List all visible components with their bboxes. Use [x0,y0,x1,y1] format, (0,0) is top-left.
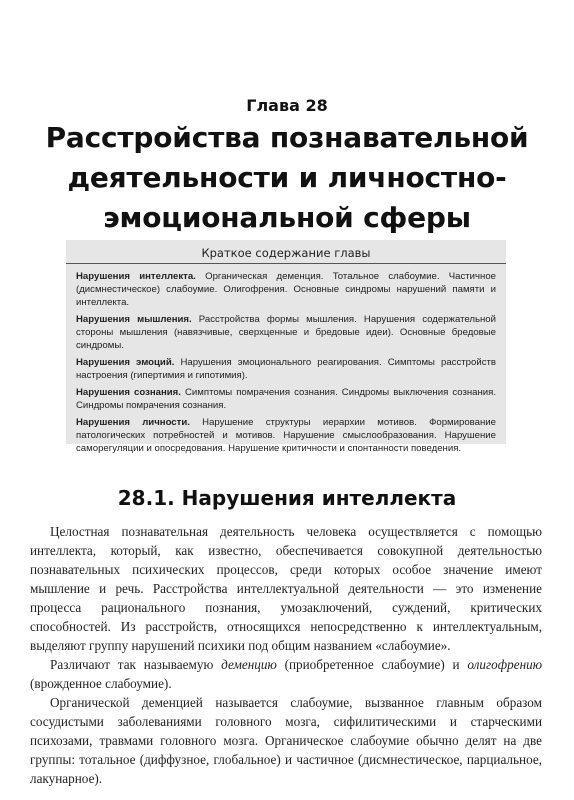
summary-item [76,386,496,412]
summary-item-text: Органическая деменция. Тотальное слабоумие. Частичное (дисмнестическое) слабоумие. Олигофрения. Основные синдромы нарушений памяти и интеллекта. [76,271,497,308]
summary-item-text: Нарушения эмоционального реагирования. Симптомы расстройств настроения (гипертимия и гипотимия). [76,357,496,381]
summary-item-text: Расстройства формы мышления. Нарушения содержательной стороны мышления (навязчивые, сверхценные и бредовые идеи). Основные бредовые синдромы. [76,314,496,351]
chapter-title: Расстройства познавательной деятельности и личностно-эмоциональной сферы [45,121,529,234]
summary-item-term: Нарушения эмоций. [76,357,175,368]
section-body [30,522,542,788]
body-paragraph: Органической деменцией называется слабоумие, вызванное главным образом сосудистыми заболеваниями головного мозга, сифилитическими и старческими психозами, травмами головного мозга. Органическое слабоумие обычно делят на две группы: тотальное (диффузное, глобальное) и частичное (дисмнестическое, парциальное, лакунарное). [30,695,542,786]
summary-heading: Краткое содержание главы [201,246,371,260]
summary-item [76,270,496,309]
summary-item [76,313,496,352]
section-title: 28.1. Нарушения интеллекта [117,486,457,510]
summary-item [76,416,496,455]
body-paragraph [30,655,542,693]
summary-divider [66,263,506,264]
summary-item-text: Симптомы помрачения сознания. Синдромы выключения сознания. Синдромы помрачения сознания. [76,387,497,411]
chapter-summary-box [66,240,506,454]
summary-item-term: Нарушения сознания. [76,387,181,398]
paragraph-text: Различают так называемую [50,657,222,672]
summary-item-term: Нарушения мышления. [76,314,192,325]
body-paragraph: Целостная познавательная деятельность человека осуществляется с помощью интеллекта, который, как известно, обеспечивается совокупной деятельностью познавательных психических процессов, среди которых особое значение имеют мышление и речь. Расстройства интеллектуальной деятельности — это изменение процесса рационального познания, умозаключений, суждений, критических способностей. Из расстройств, относящихся непосредственно к интеллектуальным, выделяют группу нарушений психики под общим названием «слабоумие». [30,524,542,653]
summary-item [76,356,496,382]
term-oligophrenia: олигофрению [467,657,542,672]
paragraph-text: (врожденное слабоумие). [30,676,172,691]
summary-list [76,270,496,459]
paragraph-text: (приобретенное слабоумие) и [276,657,468,672]
chapter-label: Глава 28 [246,96,328,115]
summary-item-term: Нарушения личности. [76,417,190,428]
term-dementia: деменцию [221,657,277,672]
summary-item-term: Нарушения интеллекта. [76,271,196,282]
summary-item-text: Нарушение структуры иерархии мотивов. Формирование патологических потребностей и мотивов. Нарушение смыслообразования. Нарушение саморегуляции и опосредования. Нарушение критичности и спонтанности поведения. [76,417,496,454]
